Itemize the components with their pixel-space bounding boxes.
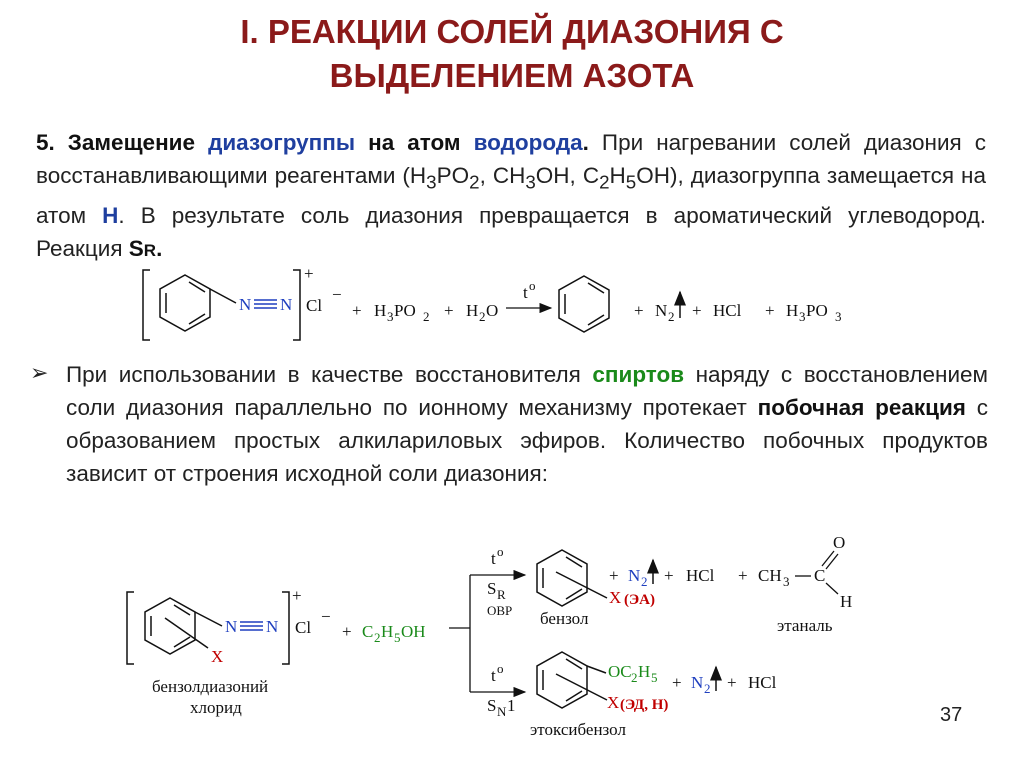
top-benzene-icon <box>537 550 607 606</box>
r1-n2-n: N <box>655 301 668 320</box>
sr-s: S <box>128 235 144 261</box>
r1-plus3: + <box>634 301 644 320</box>
r2-n2: N <box>266 617 279 636</box>
top-o: O <box>833 533 846 552</box>
r1-h3po3-po: PO <box>806 301 828 320</box>
item-number: 5. Замещение <box>36 130 209 155</box>
bot-hcl: HCl <box>748 673 777 692</box>
r1-h3po3-3: 3 <box>799 309 806 324</box>
top-n2-2: 2 <box>641 574 648 589</box>
r1-minus: − <box>332 285 342 304</box>
bot-n2-2: 2 <box>704 681 711 696</box>
para1-po: PO <box>436 163 470 188</box>
r2-bracket-left <box>127 592 134 664</box>
top-plus2: + <box>664 566 674 585</box>
bottom-benzene-icon <box>537 652 607 708</box>
title-line-2: ВЫДЕЛЕНИЕМ АЗОТА <box>329 57 695 94</box>
bot-name-ethoxybenzene: этоксибензол <box>530 720 626 739</box>
r1-plus-charge: + <box>304 264 314 283</box>
reaction-2 <box>127 533 852 739</box>
top-ch3: CH <box>758 566 782 585</box>
top-n2-n: N <box>628 566 641 585</box>
bot-n2-n: N <box>691 673 704 692</box>
para1-text-b: . В результате соль диазония превращается в ароматический углеводород. Реакция <box>36 202 986 261</box>
bot-oc-5: 5 <box>651 670 658 685</box>
bot-x: X <box>607 693 620 712</box>
sr-r: R <box>143 240 157 260</box>
sub-5: 5 <box>625 171 637 193</box>
benzene-ring-icon <box>160 275 236 331</box>
r2-plus1: + <box>342 622 352 641</box>
term-side-reaction: побочная реакция <box>757 395 966 420</box>
term-connector: на атом <box>355 130 474 155</box>
sub-2a: 2 <box>469 171 480 193</box>
bullet-arrow-icon: ➢ <box>30 360 49 385</box>
r1-h3po3-h: H <box>786 301 799 320</box>
r1-h3po3-3b: 3 <box>835 309 842 324</box>
r2-bracket-right <box>282 592 289 664</box>
top-x: X <box>609 588 622 607</box>
r1-cl: Cl <box>306 296 323 315</box>
para1-text-a: При нагревании солей диазония с восстанавливающими реагентами (H <box>36 130 987 188</box>
sr-dot: . <box>156 235 163 261</box>
bot-s: S <box>487 696 497 715</box>
r2-x: X <box>211 647 224 666</box>
top-s: S <box>487 579 497 598</box>
para1-oh2: OH), диазогруппа замещается на атом <box>36 163 986 228</box>
top-c: C <box>814 566 826 585</box>
r2-minus: − <box>321 607 331 626</box>
top-plus1: + <box>609 566 619 585</box>
bracket-left <box>143 270 150 340</box>
r2-etoh-2: 2 <box>374 630 381 645</box>
term-dot: . <box>582 130 589 155</box>
top-name-ethanal: этаналь <box>777 616 833 635</box>
atom-h: H <box>102 202 119 228</box>
r2-benzene-ring-icon <box>145 598 222 654</box>
sub-3b: 3 <box>525 171 536 193</box>
top-name-benzene: бензол <box>540 609 589 628</box>
sub-2b: 2 <box>599 171 610 193</box>
benzene-product-icon <box>559 276 609 332</box>
bot-oc-h: H <box>638 662 651 681</box>
bot-1: 1 <box>507 696 516 715</box>
branch-lines <box>449 575 470 692</box>
r1-plus4: + <box>692 301 702 320</box>
top-heat: t <box>491 549 496 568</box>
c-h-bond <box>826 583 838 594</box>
bot-ed: (ЭД, Н) <box>620 697 669 713</box>
para2-text-c: с образованием простых алкилариловых эфиров. Количество побочных продуктов зависит от строения исходной соли диазония: <box>66 395 988 486</box>
title-line-1: I. РЕАКЦИИ СОЛЕЙ ДИАЗОНИЯ С <box>240 13 784 50</box>
r1-h3po2-h: H <box>374 301 387 320</box>
r2-plus-charge: + <box>292 586 302 605</box>
bracket-right <box>293 270 300 340</box>
para2-text-a: При использовании в качестве восстановителя <box>66 362 593 387</box>
r2-n1: N <box>225 617 238 636</box>
top-deg: o <box>497 544 504 559</box>
r1-h2o-o: O <box>486 301 499 320</box>
r2-name-line1: бензолдиазоний <box>152 677 269 696</box>
top-ea: (ЭА) <box>624 592 655 608</box>
r2-etoh-h: H <box>381 622 394 641</box>
bot-oc-2: 2 <box>631 670 638 685</box>
r2-triple-bond-icon <box>240 622 263 630</box>
r2-cl: Cl <box>295 618 312 637</box>
r1-deg: o <box>529 278 536 293</box>
r1-plus5: + <box>765 301 775 320</box>
term-hydrogen: водорода <box>473 130 583 155</box>
r2-name-line2: хлорид <box>190 698 242 717</box>
bot-plus1: + <box>672 673 682 692</box>
triple-bond-icon <box>254 300 277 308</box>
r1-n1: N <box>239 295 252 314</box>
term-alcohols: спиртов <box>592 362 685 387</box>
r1-heat: t <box>523 283 528 302</box>
bot-plus2: + <box>727 673 737 692</box>
top-hcl: HCl <box>686 566 715 585</box>
r1-plus1: + <box>352 301 362 320</box>
top-plus3: + <box>738 566 748 585</box>
para2-text-b: наряду с восстановлением соли диазония параллельно по ионному механизму протекает <box>66 362 988 420</box>
reaction-1 <box>143 264 842 340</box>
r2-etoh-5: 5 <box>394 630 401 645</box>
top-ch3-3: 3 <box>783 574 790 589</box>
r2-etoh-c: C <box>362 622 374 641</box>
top-h: H <box>840 592 853 611</box>
r1-h2o-2: 2 <box>479 309 486 324</box>
top-r: R <box>497 587 506 602</box>
r1-h3po2-2: 2 <box>423 309 430 324</box>
bot-n: N <box>497 704 507 719</box>
page-number: 37 <box>940 704 963 726</box>
para1-oh: OH, C <box>535 163 600 188</box>
term-diazo-group: диазогруппы <box>208 130 356 155</box>
sub-3a: 3 <box>426 171 437 193</box>
para1-ch: , CH <box>479 163 526 188</box>
top-ovr: ОВР <box>487 603 513 618</box>
r1-h3po2-po: PO <box>394 301 416 320</box>
r1-hcl: HCl <box>713 301 742 320</box>
r1-h3po2-3: 3 <box>387 309 394 324</box>
bot-heat: t <box>491 666 496 685</box>
r1-n2: N <box>280 295 293 314</box>
para1-h: H <box>609 163 626 188</box>
bot-deg: o <box>497 661 504 676</box>
bot-oc: OC <box>608 662 632 681</box>
r1-n2-2: 2 <box>668 309 675 324</box>
r1-plus2: + <box>444 301 454 320</box>
r2-etoh-oh: OH <box>401 622 426 641</box>
r1-h2o-h: H <box>466 301 479 320</box>
